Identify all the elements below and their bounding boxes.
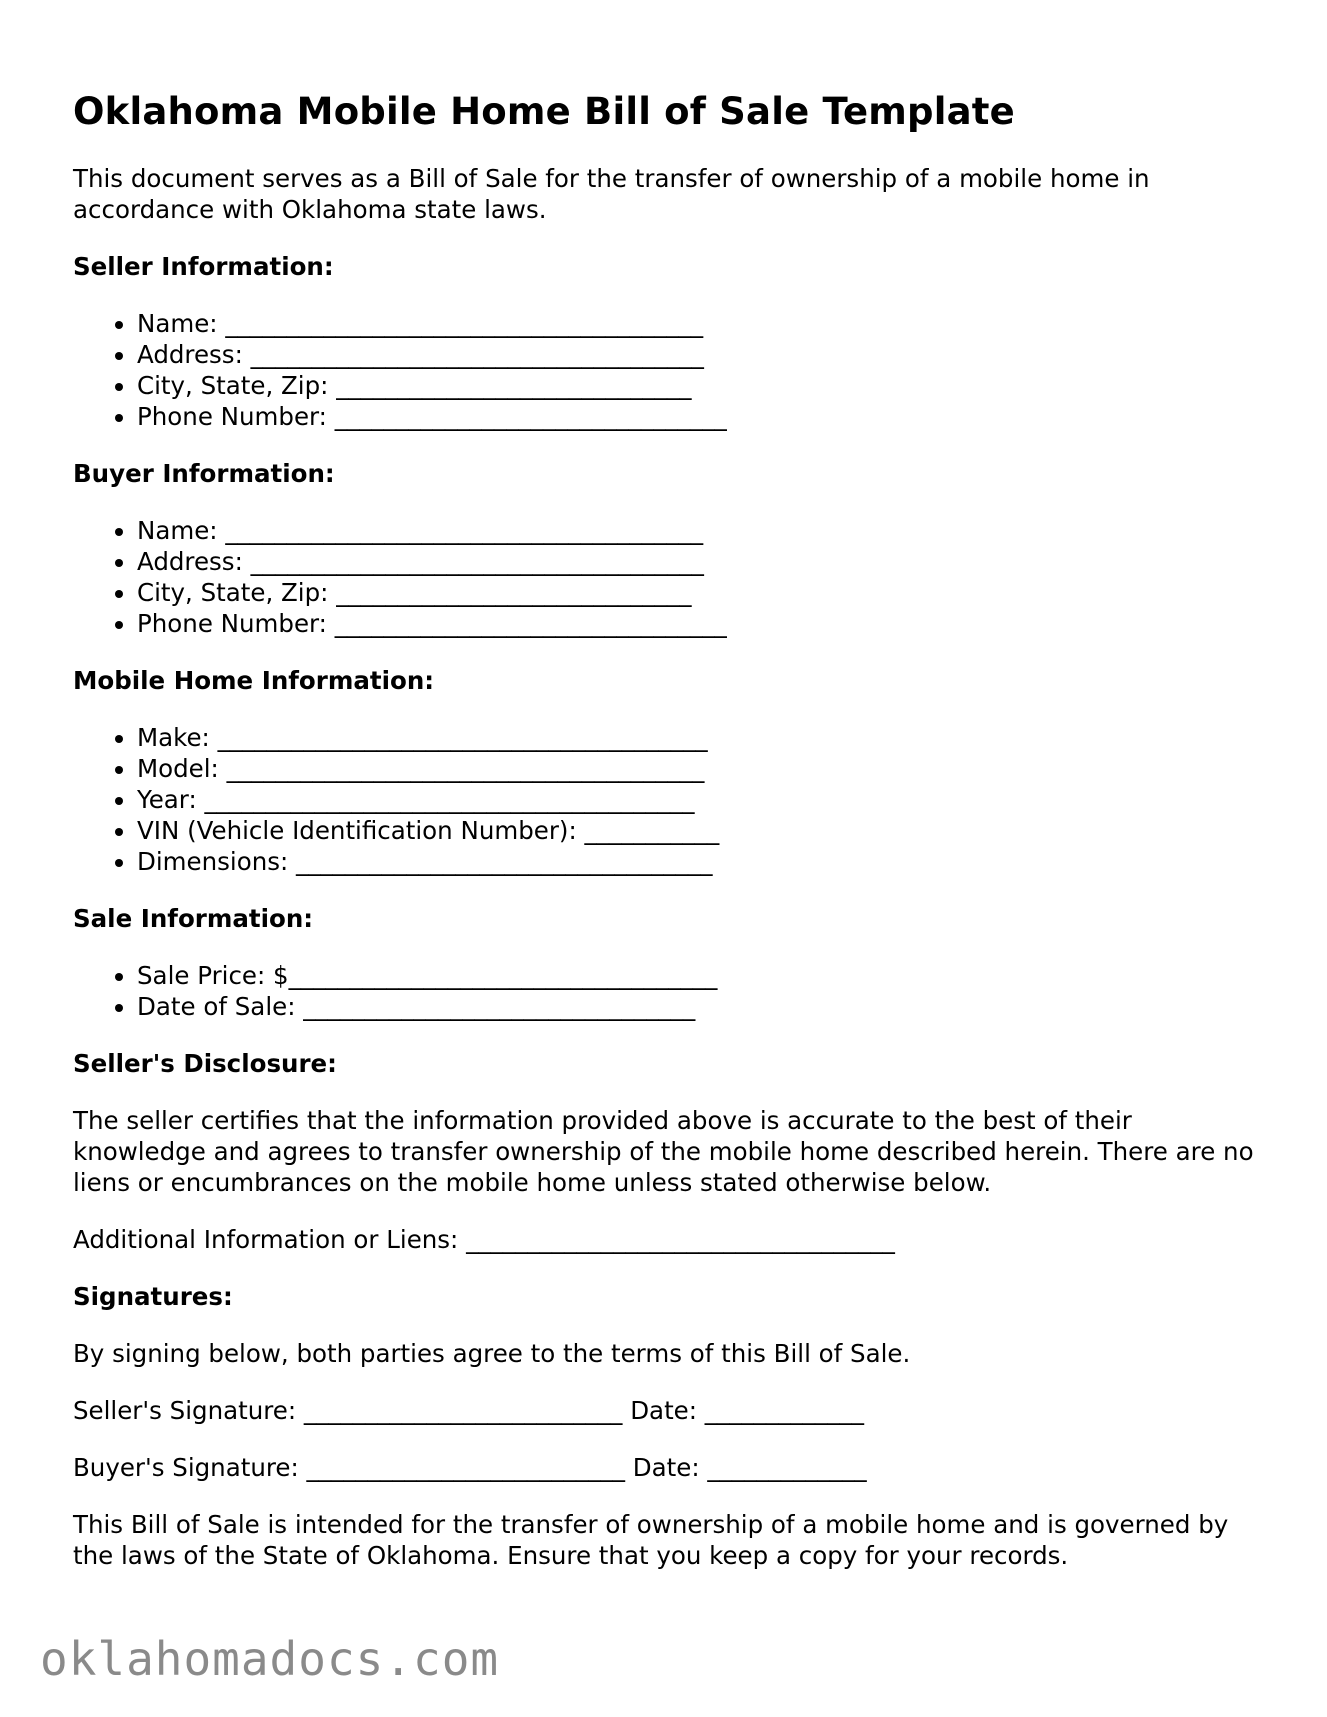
sale-date-field[interactable]: • Date of Sale: ________________________________ xyxy=(137,991,1263,1022)
buyer-address-field[interactable]: • Address: _____________________________________ xyxy=(137,546,1263,577)
seller-address-field[interactable]: • Address: _____________________________________ xyxy=(137,339,1263,370)
make-field[interactable]: • Make: ________________________________________ xyxy=(137,722,1263,753)
sale-price-field[interactable]: • Sale Price: $___________________________________ xyxy=(137,960,1263,991)
document-page xyxy=(73,88,1263,1571)
closing-paragraph: This Bill of Sale is intended for the transfer of ownership of a mobile home and is governed by the laws of the State of Oklahoma. Ensure that you keep a copy for your records. xyxy=(73,1510,1229,1570)
buyer-city-state-zip-field[interactable]: • City, State, Zip: _____________________________ xyxy=(137,577,1263,608)
mobile-home-fields-list xyxy=(73,722,1263,877)
buyer-heading: Buyer Information: xyxy=(73,459,335,488)
year-field[interactable]: • Year: ________________________________________ xyxy=(137,784,1263,815)
disclosure-paragraph: The seller certifies that the information provided above is accurate to the best of their knowledge and agrees to transfer ownership of the mobile home described herein. There are no liens or encumbrances on the mobile home unless stated otherwise below. xyxy=(73,1106,1254,1197)
model-field[interactable]: • Model: _______________________________________ xyxy=(137,753,1263,784)
buyer-name-field[interactable]: • Name: _______________________________________ xyxy=(137,515,1263,546)
mobile-home-heading: Mobile Home Information: xyxy=(73,666,435,695)
site-watermark: oklahomadocs.com xyxy=(40,1632,500,1686)
disclosure-heading: Seller's Disclosure: xyxy=(73,1049,337,1078)
signatures-heading: Signatures: xyxy=(73,1282,233,1311)
seller-city-state-zip-field[interactable]: • City, State, Zip: _____________________________ xyxy=(137,370,1263,401)
seller-name-field[interactable]: • Name: _______________________________________ xyxy=(137,308,1263,339)
buyer-phone-field[interactable]: • Phone Number: ________________________________ xyxy=(137,608,1263,639)
sale-heading: Sale Information: xyxy=(73,904,314,933)
document-title: Oklahoma Mobile Home Bill of Sale Template xyxy=(73,90,1015,133)
seller-heading: Seller Information: xyxy=(73,252,334,281)
buyer-fields-list xyxy=(73,515,1263,639)
seller-fields-list xyxy=(73,308,1263,432)
buyer-signature-line[interactable]: Buyer's Signature: __________________________ Date: _____________ xyxy=(73,1453,867,1482)
signatures-paragraph: By signing below, both parties agree to the terms of this Bill of Sale. xyxy=(73,1339,911,1368)
sale-fields-list xyxy=(73,960,1263,1022)
dimensions-field[interactable]: • Dimensions: __________________________________ xyxy=(137,846,1263,877)
seller-phone-field[interactable]: • Phone Number: ________________________________ xyxy=(137,401,1263,432)
additional-liens-field[interactable]: Additional Information or Liens: ___________________________________ xyxy=(73,1225,895,1254)
vin-field[interactable]: • VIN (Vehicle Identification Number): ___________ xyxy=(137,815,1263,846)
seller-signature-line[interactable]: Seller's Signature: __________________________ Date: _____________ xyxy=(73,1396,865,1425)
intro-paragraph: This document serves as a Bill of Sale for the transfer of ownership of a mobile home in accordance with Oklahoma state laws. xyxy=(73,164,1150,224)
